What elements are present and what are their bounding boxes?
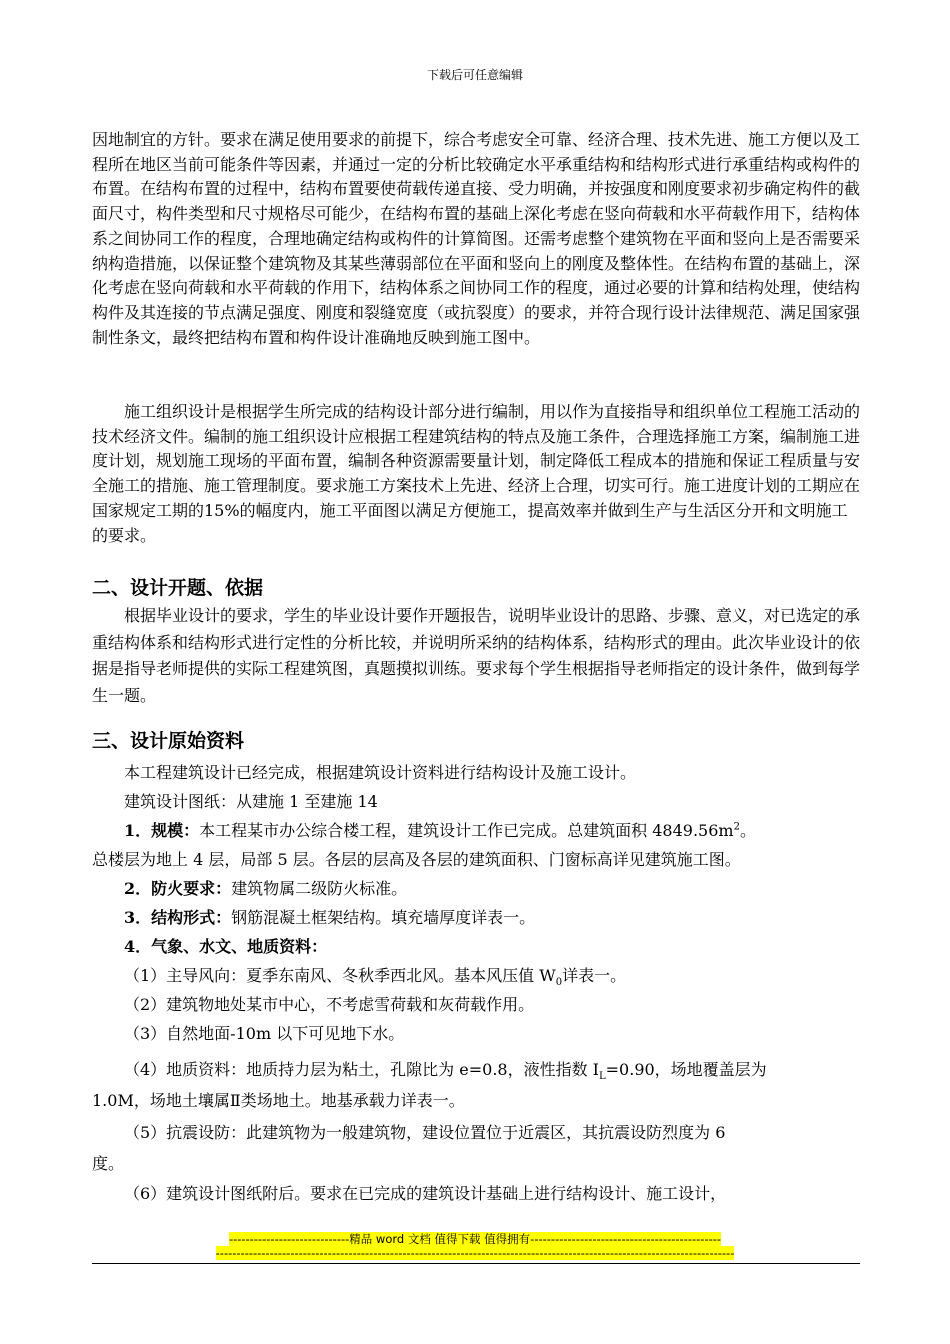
footer-rule: [92, 1263, 860, 1264]
item-scale-text: 本工程某市办公综合楼工程，建筑设计工作已完成。总建筑面积 4849.56m: [199, 821, 734, 840]
page-header: 下载后可任意编辑: [426, 68, 523, 82]
item-climate-heading: 4．气象、水文、地质资料：: [124, 937, 328, 956]
item-fire-label: 2．防火要求：: [124, 879, 232, 898]
item-scale-continued: 总楼层为地上 4 层，局部 5 层。各层的层高及各层的建筑面积、门窗标高详见建筑施工图。: [92, 850, 741, 869]
sub-geology-sub: L: [599, 1071, 606, 1083]
sub-wind: [92, 963, 894, 988]
item-scale-sup: 2: [733, 821, 740, 833]
sub-geology-a: （4）地质资料：地质持力层为粘土，孔隙比为 e=0.8，液性指数 I: [124, 1060, 599, 1079]
section-heading-topic-basis: 二、设计开题、依据: [92, 577, 264, 599]
sub-seismic-continued: 度。: [92, 1154, 125, 1173]
sub-snow: （2）建筑物地处某市中心，不考虑雪荷载和灰荷载作用。: [124, 995, 535, 1014]
sub-geology: [92, 1057, 894, 1082]
item-fire: [92, 876, 894, 899]
sub-seismic: （5）抗震设防：此建筑物为一般建筑物，建设位置位于近震区，其抗震设防烈度为 6: [124, 1123, 726, 1142]
item-scale-end: 。: [739, 821, 756, 840]
item-structure-text: 钢筋混凝土框架结构。填充墙厚度详表一。: [231, 908, 536, 927]
item-scale: [92, 818, 894, 841]
footer-line-2-text: -----------------------------------------------------------------------------------------------------------------------------: [215, 1246, 735, 1260]
footer-line-1-text: -----------------------------精品 word 文档 值得下载 值得拥有----------------------------------------------: [228, 1232, 722, 1246]
section-heading-original-data: 三、设计原始资料: [92, 730, 245, 752]
item-structure-label: 3．结构形式：: [124, 908, 232, 927]
intro-line-2: 建筑设计图纸：从建施 1 至建施 14: [124, 792, 378, 811]
paragraph-topic-basis: 根据毕业设计的要求，学生的毕业设计要作开题报告，说明毕业设计的思路、步骤、意义，对已选定的承重结构体系和结构形式进行定性的分析比较，并说明所采纳的结构体系，结构形式的理由。此次毕业设计的依据是指导老师提供的实际工程建筑图，真题摸拟训练。要求每个学生根据指导老师指定的设计条件，做到每学生一题。: [92, 606, 861, 705]
sub-wind-b: 详表一。: [562, 966, 627, 985]
item-fire-text: 建筑物属二级防火标准。: [231, 879, 408, 898]
sub-drawings: （6）建筑设计图纸附后。要求在已完成的建筑设计基础上进行结构设计、施工设计，: [124, 1184, 727, 1203]
sub-wind-a: （1）主导风向：夏季东南风、冬秋季西北风。基本风压值 W: [124, 966, 556, 985]
item-scale-label: 1．规模：: [124, 821, 200, 840]
item-structure: [92, 905, 894, 928]
paragraph-construction-organization: 施工组织设计是根据学生所完成的结构设计部分进行编制，用以作为直接指导和组织单位工程施工活动的技术经济文件。编制的施工组织设计应根据工程建筑结构的特点及施工条件，合理选择施工方案，编制施工进度计划，规划施工现场的平面布置，编制各种资源需要量计划，制定降低工程成本的措施和保证工程质量与安全施工的措施、施工管理制度。要求施工方案技术上先进、经济上合理，切实可行。施工进度计划的工期应在国家规定工期的15%的幅度内，施工平面图以满足方便施工，提高效率并做到生产与生活区分开和文明施工的要求。: [92, 402, 861, 545]
paragraph-structure-layout: 因地制宜的方针。要求在满足使用要求的前提下，综合考虑安全可靠、经济合理、技术先进、施工方便以及工程所在地区当前可能条件等因素，并通过一定的分析比较确定水平承重结构和结构形式进行承重结构或构件的布置。在结构布置的过程中，结构布置要使荷载传递直接、受力明确，并按强度和刚度要求初步确定构件的截面尺寸，构件类型和尺寸规格尽可能少，在结构布置的基础上深化考虑在竖向荷载和水平荷载作用下，结构体系之间协同工作的程度，合理地确定结构或构件的计算简图。还需考虑整个建筑物在平面和竖向上是否需要采纳构造措施，以保证整个建筑物及其某些薄弱部位在平面和竖向上的刚度及整体性。在结构布置的基础上，深化考虑在竖向荷载和水平荷载的作用下，结构体系之间协同工作的程度，通过必要的计算和结构处理，使结构构件及其连接的节点满足强度、刚度和裂缝宽度（或抗裂度）的要求，并符合现行设计法律规范、满足国家强制性条文，最终把结构布置和构件设计准确地反映到施工图中。: [92, 130, 861, 347]
sub-groundwater: （3）自然地面-10m 以下可见地下水。: [124, 1024, 405, 1043]
sub-geology-b: =0.90，场地覆盖层为: [605, 1060, 767, 1079]
sub-wind-sub: 0: [555, 977, 563, 989]
sub-geology-continued: 1.0M，场地土壤属Ⅱ类场地土。地基承载力详表一。: [92, 1091, 465, 1110]
footer-line-1: [0, 1231, 950, 1247]
footer-line-2: [0, 1246, 950, 1260]
intro-line-1: 本工程建筑设计已经完成，根据建筑设计资料进行结构设计及施工设计。: [124, 763, 637, 782]
